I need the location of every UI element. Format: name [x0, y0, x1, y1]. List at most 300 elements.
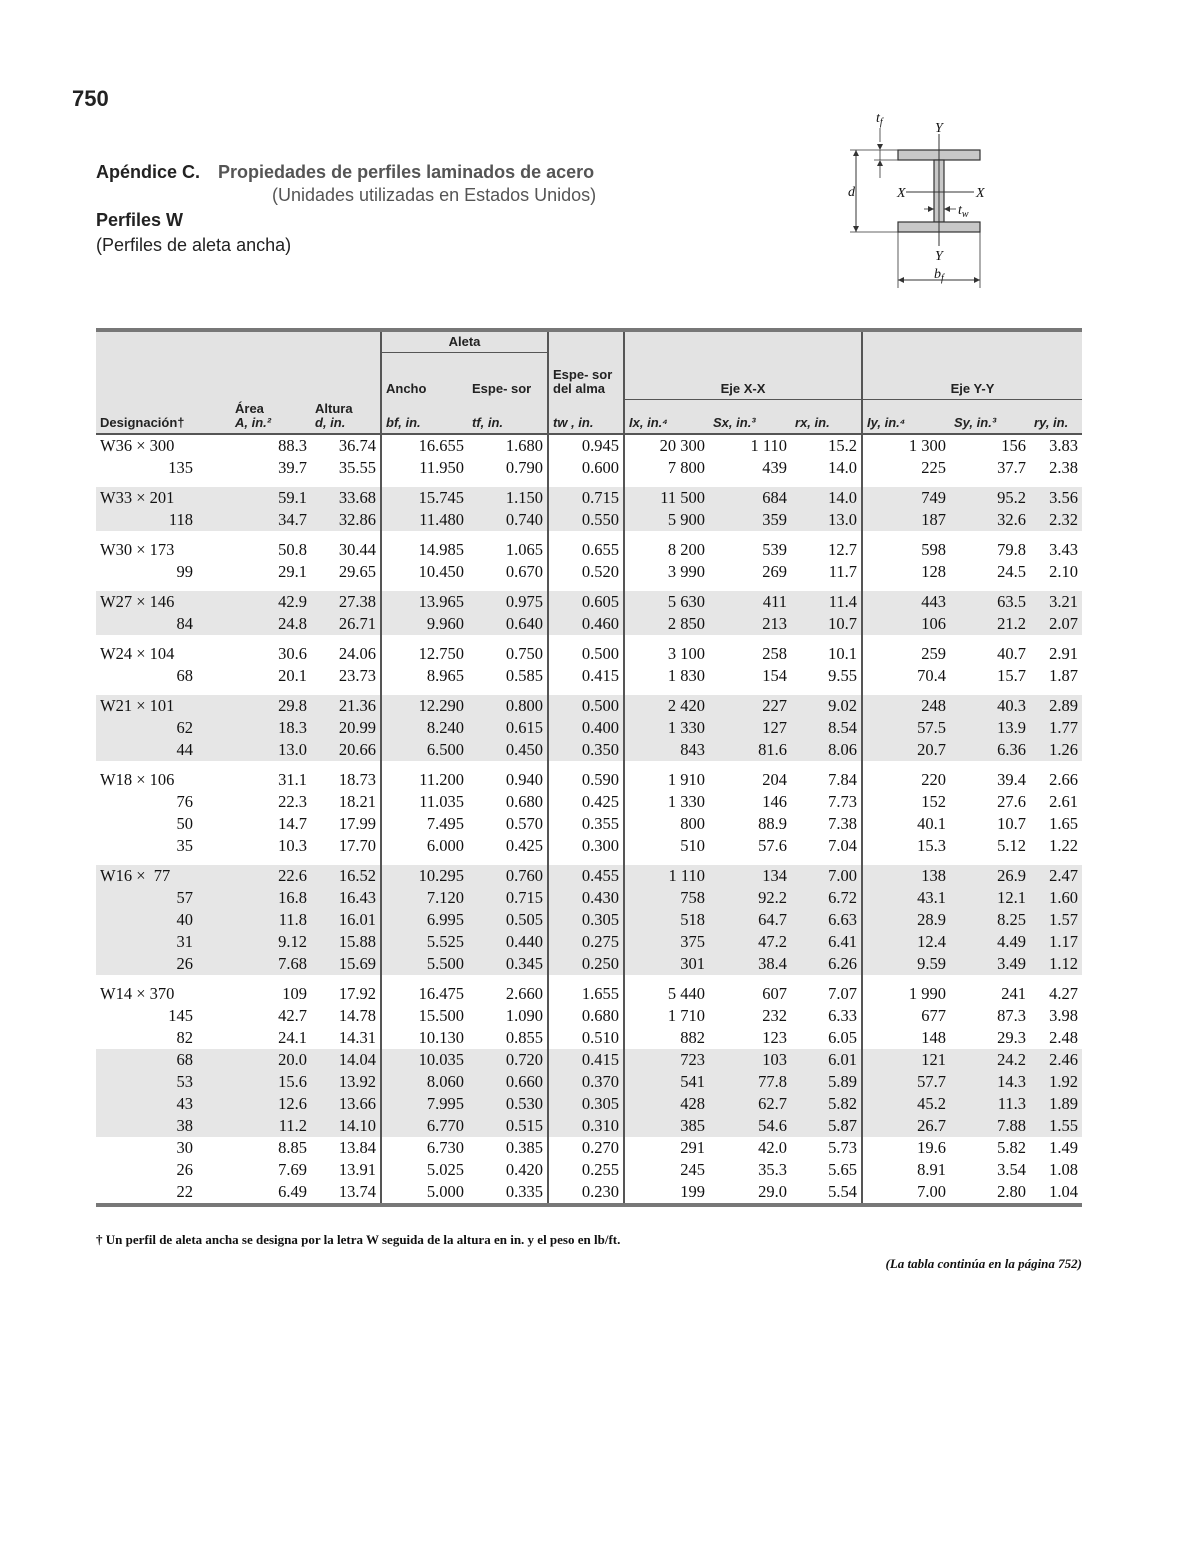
table-cell: 1 110: [750, 436, 788, 455]
table-cell: 12.290: [381, 695, 468, 717]
table-cell: 11.2: [231, 1115, 311, 1137]
table-cell: 13.91: [338, 1160, 376, 1179]
table-cell: 79.8: [997, 540, 1027, 559]
table-cell: 5.54: [828, 1182, 858, 1201]
table-cell: 42.7: [278, 1006, 307, 1025]
col-flange-thickness: Espe- sor: [468, 353, 548, 400]
table-cell: 2.32: [1030, 509, 1082, 531]
table-cell: 1.26: [1030, 739, 1082, 761]
table-cell: 723: [624, 1049, 709, 1071]
table-cell: 677: [862, 1005, 950, 1027]
table-cell: 11 500: [624, 487, 709, 509]
table-cell: 99: [176, 562, 193, 581]
col-group-axis-xx: Eje X-X: [624, 330, 862, 399]
table-cell: 22: [176, 1182, 193, 1201]
table-cell: 18.73: [338, 770, 376, 789]
table-cell: 5.89: [791, 1071, 862, 1093]
table-cell: 12.6: [231, 1093, 311, 1115]
table-cell: 84: [96, 613, 231, 635]
table-cell: 35.55: [338, 458, 376, 477]
properties-table: [96, 328, 1082, 1209]
table-cell: 6.01: [791, 1049, 862, 1071]
table-cell: 5 630: [624, 591, 709, 613]
table-cell: 29.8: [231, 695, 311, 717]
table-cell: 0.300: [548, 835, 624, 857]
table-cell: 385: [624, 1115, 709, 1137]
col-group-axis-yy: Eje Y-Y: [862, 330, 1082, 399]
table-cell: 87.3: [997, 1006, 1027, 1025]
table-cell: 9.02: [791, 695, 862, 717]
table-cell: 3.83: [1049, 436, 1079, 455]
table-cell: 12.7: [828, 540, 858, 559]
table-cell: 227: [709, 695, 791, 717]
tw-label: $t_w$: [958, 203, 969, 220]
table-cell: 187: [862, 509, 950, 531]
table-cell: 269: [762, 562, 788, 581]
table-cell: 127: [709, 717, 791, 739]
table-cell: 6.26: [791, 953, 862, 975]
table-cell: 2.80: [997, 1182, 1027, 1201]
table-cell: W14 × 370: [100, 984, 175, 1003]
table-cell: 62: [96, 717, 231, 739]
table-cell: 17.70: [338, 836, 376, 855]
table-row: [96, 865, 1082, 887]
table-cell: W24 × 104: [100, 644, 175, 663]
table-cell: 5.12: [997, 836, 1027, 855]
table-cell: 0.425: [548, 791, 624, 813]
table-cell: 17.99: [338, 814, 376, 833]
table-cell: 34.7: [231, 509, 311, 531]
table-cell: 0.570: [505, 814, 544, 833]
table-cell: 882: [624, 1027, 709, 1049]
table-cell: 758: [624, 887, 709, 909]
table-cell: 359: [709, 509, 791, 531]
table-cell: 17.92: [338, 984, 376, 1003]
col-flange-thickness-unit: tf, in.: [468, 399, 548, 434]
table-cell: 9.59: [862, 953, 950, 975]
table-cell: 64.7: [709, 909, 791, 931]
table-cell: 684: [709, 487, 791, 509]
table-cell: 33.68: [311, 487, 381, 509]
table-row: [96, 1159, 1082, 1181]
table-cell: 13.0: [791, 509, 862, 531]
table-cell: 0.400: [548, 717, 624, 739]
table-row: [96, 561, 1082, 583]
table-cell: 15.6: [231, 1071, 311, 1093]
table-cell: 38: [96, 1115, 231, 1137]
table-cell: 24.5: [997, 562, 1027, 581]
appendix-label: Apéndice C.: [96, 162, 201, 182]
table-cell: W36 × 300: [100, 436, 175, 455]
table-cell: 106: [862, 613, 950, 635]
table-cell: 77.8: [709, 1071, 791, 1093]
table-cell: 8 200: [624, 539, 709, 561]
table-cell: 0.335: [505, 1182, 544, 1201]
table-cell: 32.86: [311, 509, 381, 531]
table-cell: 258: [762, 644, 788, 663]
table-cell: 20.7: [862, 739, 950, 761]
table-cell: 5 900: [624, 509, 709, 531]
table-cell: 47.2: [709, 931, 791, 953]
table-cell: 1 830: [624, 665, 709, 687]
table-cell: 4.27: [1049, 984, 1079, 1003]
table-cell: 1.150: [468, 487, 548, 509]
table-cell: 199: [624, 1181, 709, 1205]
table-cell: 50.8: [278, 540, 307, 559]
table-cell: 14.10: [311, 1115, 381, 1137]
table-cell: 12.1: [950, 887, 1030, 909]
table-cell: 26: [176, 1160, 193, 1179]
table-cell: 3.56: [1030, 487, 1082, 509]
table-cell: 27.6: [997, 792, 1027, 811]
table-cell: 843: [624, 739, 709, 761]
table-cell: 13.66: [311, 1093, 381, 1115]
table-cell: 29.1: [278, 562, 307, 581]
table-cell: 11.035: [381, 791, 468, 813]
table-row: [96, 1071, 1082, 1093]
table-cell: 1.49: [1049, 1138, 1079, 1157]
table-cell: 11.4: [791, 591, 862, 613]
col-area: Área: [235, 401, 264, 416]
table-cell: 43.1: [862, 887, 950, 909]
table-cell: 1.12: [1030, 953, 1082, 975]
table-cell: 0.760: [468, 865, 548, 887]
table-cell: 134: [709, 865, 791, 887]
table-cell: 0.550: [548, 509, 624, 531]
table-cell: 88.3: [278, 436, 307, 455]
table-cell: 598: [862, 539, 950, 561]
table-row: [96, 813, 1082, 835]
table-cell: 6.770: [381, 1115, 468, 1137]
table-cell: 2.61: [1049, 792, 1079, 811]
table-cell: 39.7: [278, 458, 307, 477]
table-cell: 1.65: [1049, 814, 1079, 833]
table-cell: 0.515: [468, 1115, 548, 1137]
table-cell: 26.71: [311, 613, 381, 635]
d-label: d: [848, 185, 855, 200]
table-cell: 1.04: [1049, 1182, 1079, 1201]
table-row: [96, 457, 1082, 479]
col-height: Altura: [315, 401, 353, 416]
table-cell: 8.965: [381, 665, 468, 687]
table-cell: 2.38: [1049, 458, 1079, 477]
table-cell: 1.08: [1049, 1160, 1079, 1179]
table-cell: 35.3: [758, 1160, 788, 1179]
table-cell: 539: [762, 540, 788, 559]
table-cell: 70.4: [862, 665, 950, 687]
table-cell: 24.2: [950, 1049, 1030, 1071]
table-cell: 5 440: [624, 983, 709, 1005]
table-cell: 44: [96, 739, 231, 761]
table-cell: 0.655: [548, 539, 624, 561]
table-cell: 62.7: [709, 1093, 791, 1115]
table-cell: 0.615: [468, 717, 548, 739]
table-cell: 439: [762, 458, 788, 477]
table-cell: 59.1: [231, 487, 311, 509]
table-cell: 7.00: [791, 865, 862, 887]
table-cell: 3.49: [950, 953, 1030, 975]
table-cell: 5.82: [997, 1138, 1027, 1157]
table-cell: 16.475: [381, 983, 468, 1005]
table-cell: 16.52: [311, 865, 381, 887]
w-shapes-table: [96, 328, 1082, 1209]
table-cell: 0.415: [548, 665, 624, 687]
table-cell: 138: [862, 865, 950, 887]
table-cell: 10.7: [791, 613, 862, 635]
table-cell: 2.89: [1030, 695, 1082, 717]
table-cell: 0.600: [548, 457, 624, 479]
table-cell: 20.66: [311, 739, 381, 761]
table-cell: 40.3: [950, 695, 1030, 717]
table-cell: 11.200: [381, 769, 468, 791]
table-cell: 2.66: [1049, 770, 1079, 789]
col-flange-width: Ancho: [381, 353, 468, 400]
table-cell: 11.3: [950, 1093, 1030, 1115]
table-cell: 225: [862, 457, 950, 479]
table-cell: 0.350: [548, 739, 624, 761]
table-cell: 18.3: [231, 717, 311, 739]
table-cell: 0.270: [548, 1137, 624, 1159]
table-cell: 7.38: [828, 814, 858, 833]
table-cell: 6.72: [791, 887, 862, 909]
table-cell: 1.89: [1030, 1093, 1082, 1115]
table-cell: 57.7: [862, 1071, 950, 1093]
table-cell: 0.370: [548, 1071, 624, 1093]
table-cell: 13.92: [311, 1071, 381, 1093]
table-cell: 10.035: [381, 1049, 468, 1071]
y-bottom-label: Y: [935, 249, 943, 264]
table-cell: 13.74: [338, 1182, 376, 1201]
table-cell: 7.68: [231, 953, 311, 975]
section-title: Perfiles W: [96, 210, 184, 230]
table-cell: 12.4: [862, 931, 950, 953]
table-cell: 1 330: [624, 791, 709, 813]
table-cell: 54.6: [709, 1115, 791, 1137]
table-cell: 109: [282, 984, 307, 1003]
table-cell: 0.590: [548, 769, 624, 791]
table-cell: 45.2: [862, 1093, 950, 1115]
table-cell: 204: [762, 770, 788, 789]
table-cell: 103: [709, 1049, 791, 1071]
table-cell: 63.5: [950, 591, 1030, 613]
table-cell: 0.640: [468, 613, 548, 635]
table-cell: 81.6: [709, 739, 791, 761]
table-cell: 0.455: [548, 865, 624, 887]
table-cell: 30.44: [338, 540, 376, 559]
table-cell: 5.000: [381, 1181, 468, 1205]
table-cell: 5.65: [828, 1160, 858, 1179]
table-cell: 1.57: [1030, 909, 1082, 931]
table-cell: 1.87: [1049, 666, 1079, 685]
table-cell: 8.06: [791, 739, 862, 761]
table-cell: 10.130: [381, 1027, 468, 1049]
table-cell: 411: [709, 591, 791, 613]
bf-label: $b_f$: [934, 267, 944, 284]
table-cell: 5.82: [791, 1093, 862, 1115]
table-row: [96, 434, 1082, 457]
table-cell: 29.3: [997, 1028, 1027, 1047]
table-cell: 0.945: [548, 434, 624, 457]
table-row: [96, 1093, 1082, 1115]
table-cell: 0.715: [548, 487, 624, 509]
table-cell: 31: [96, 931, 231, 953]
table-cell: 20.1: [278, 666, 307, 685]
table-cell: 0.940: [505, 770, 544, 789]
table-cell: 19.6: [862, 1137, 950, 1159]
table-cell: 2.07: [1030, 613, 1082, 635]
table-cell: 0.670: [505, 562, 544, 581]
table-cell: 6.05: [828, 1028, 858, 1047]
table-cell: 31.1: [278, 770, 307, 789]
section-note: (Perfiles de aleta ancha): [96, 235, 292, 255]
table-cell: 11.8: [231, 909, 311, 931]
table-cell: 15.745: [381, 487, 468, 509]
table-cell: 10.7: [997, 814, 1027, 833]
table-cell: 0.500: [548, 643, 624, 665]
table-row: [96, 769, 1082, 791]
table-cell: 0.975: [468, 591, 548, 613]
table-cell: 8.54: [791, 717, 862, 739]
table-cell: 0.680: [505, 792, 544, 811]
table-cell: 541: [624, 1071, 709, 1093]
table-cell: 15.2: [828, 436, 858, 455]
table-cell: 5.73: [828, 1138, 858, 1157]
table-cell: 245: [624, 1159, 709, 1181]
table-cell: 213: [709, 613, 791, 635]
col-group-flange: Aleta: [381, 330, 548, 353]
table-cell: 88.9: [758, 814, 788, 833]
table-cell: 13.965: [381, 591, 468, 613]
table-cell: 29.0: [758, 1182, 788, 1201]
col-web-thickness-unit: tw , in.: [548, 399, 624, 434]
footnote: † Un perfil de aleta ancha se designa por la letra W seguida de la altura en in. y el peso en lb/ft.: [96, 1232, 621, 1247]
table-cell: 30.6: [278, 644, 307, 663]
table-cell: 23.73: [338, 666, 376, 685]
table-cell: 152: [862, 791, 950, 813]
table-row: [96, 983, 1082, 1005]
table-cell: 40.7: [997, 644, 1027, 663]
table-cell: 12.750: [381, 643, 468, 665]
table-cell: 36.74: [338, 436, 376, 455]
table-cell: 0.420: [505, 1160, 544, 1179]
table-cell: 259: [862, 643, 950, 665]
table-cell: 14.985: [381, 539, 468, 561]
table-cell: 121: [862, 1049, 950, 1071]
table-cell: 135: [168, 458, 193, 477]
table-cell: 11.7: [828, 562, 858, 581]
table-row: [96, 931, 1082, 953]
appendix-title: Propiedades de perfiles laminados de acero: [218, 162, 595, 182]
col-iy-unit: Iy, in.⁴: [862, 399, 950, 434]
table-cell: 3 100: [624, 643, 709, 665]
table-cell: 16.01: [311, 909, 381, 931]
table-cell: 15.3: [862, 835, 950, 857]
table-cell: 0.415: [548, 1049, 624, 1071]
table-cell: 7 800: [624, 457, 709, 479]
table-cell: 6.36: [950, 739, 1030, 761]
table-cell: 0.250: [548, 953, 624, 975]
table-cell: 2 850: [624, 613, 709, 635]
col-designation: Designación†: [96, 399, 231, 434]
table-cell: 2.47: [1030, 865, 1082, 887]
tf-label: $t_f$: [876, 111, 883, 128]
table-cell: 2 420: [624, 695, 709, 717]
table-cell: 15.69: [311, 953, 381, 975]
table-cell: 0.585: [505, 666, 544, 685]
table-cell: 37.7: [997, 458, 1027, 477]
table-cell: 0.510: [548, 1027, 624, 1049]
table-cell: 1.22: [1049, 836, 1079, 855]
table-row: [96, 509, 1082, 531]
table-cell: 128: [862, 561, 950, 583]
table-cell: W18 × 106: [100, 770, 175, 789]
col-sx-unit: Sx, in.³: [709, 399, 791, 434]
table-cell: 20 300: [624, 434, 709, 457]
table-cell: 154: [762, 666, 788, 685]
table-cell: 0.450: [468, 739, 548, 761]
table-cell: 232: [762, 1006, 788, 1025]
table-cell: 6.33: [828, 1006, 858, 1025]
table-cell: 0.500: [548, 695, 624, 717]
x-left-label: X: [897, 186, 906, 201]
table-cell: 148: [862, 1027, 950, 1049]
table-cell: 9.960: [381, 613, 468, 635]
continuation-note: (La tabla continúa en la página 752): [885, 1256, 1082, 1271]
table-cell: 1 330: [624, 717, 709, 739]
table-cell: 14.31: [338, 1028, 376, 1047]
table-cell: 0.310: [548, 1115, 624, 1137]
table-cell: 92.2: [709, 887, 791, 909]
table-cell: 50: [176, 814, 193, 833]
table-cell: 0.715: [468, 887, 548, 909]
units-note: (Unidades utilizadas en Estados Unidos): [272, 185, 597, 205]
table-row: [96, 1027, 1082, 1049]
col-flange-width-unit: bf, in.: [381, 399, 468, 434]
table-cell: 8.240: [381, 717, 468, 739]
table-cell: 6.63: [791, 909, 862, 931]
table-cell: 5.525: [381, 931, 468, 953]
table-cell: 14.0: [828, 458, 858, 477]
table-cell: 26.7: [862, 1115, 950, 1137]
table-cell: 0.520: [548, 561, 624, 583]
table-cell: 0.385: [505, 1138, 544, 1157]
table-cell: 9.12: [231, 931, 311, 953]
table-cell: 0.605: [548, 591, 624, 613]
table-cell: 15.88: [311, 931, 381, 953]
table-cell: 10.450: [381, 561, 468, 583]
x-right-label: X: [976, 186, 985, 201]
table-cell: 0.855: [505, 1028, 544, 1047]
table-cell: W16 × 77: [96, 865, 231, 887]
table-cell: 1.55: [1030, 1115, 1082, 1137]
table-cell: 7.120: [381, 887, 468, 909]
y-top-label: Y: [935, 121, 943, 136]
table-cell: W27 × 146: [96, 591, 231, 613]
table-cell: 5.025: [381, 1159, 468, 1181]
table-cell: 16.43: [311, 887, 381, 909]
table-cell: 2.660: [505, 984, 544, 1003]
table-cell: 3.54: [997, 1160, 1027, 1179]
table-cell: 145: [168, 1006, 193, 1025]
table-cell: 21.36: [311, 695, 381, 717]
table-cell: 13.9: [950, 717, 1030, 739]
table-cell: 24.8: [231, 613, 311, 635]
table-cell: W21 × 101: [96, 695, 231, 717]
table-cell: 14.7: [278, 814, 307, 833]
table-cell: 7.84: [828, 770, 858, 789]
table-cell: 301: [624, 953, 709, 975]
table-row: [96, 1005, 1082, 1027]
